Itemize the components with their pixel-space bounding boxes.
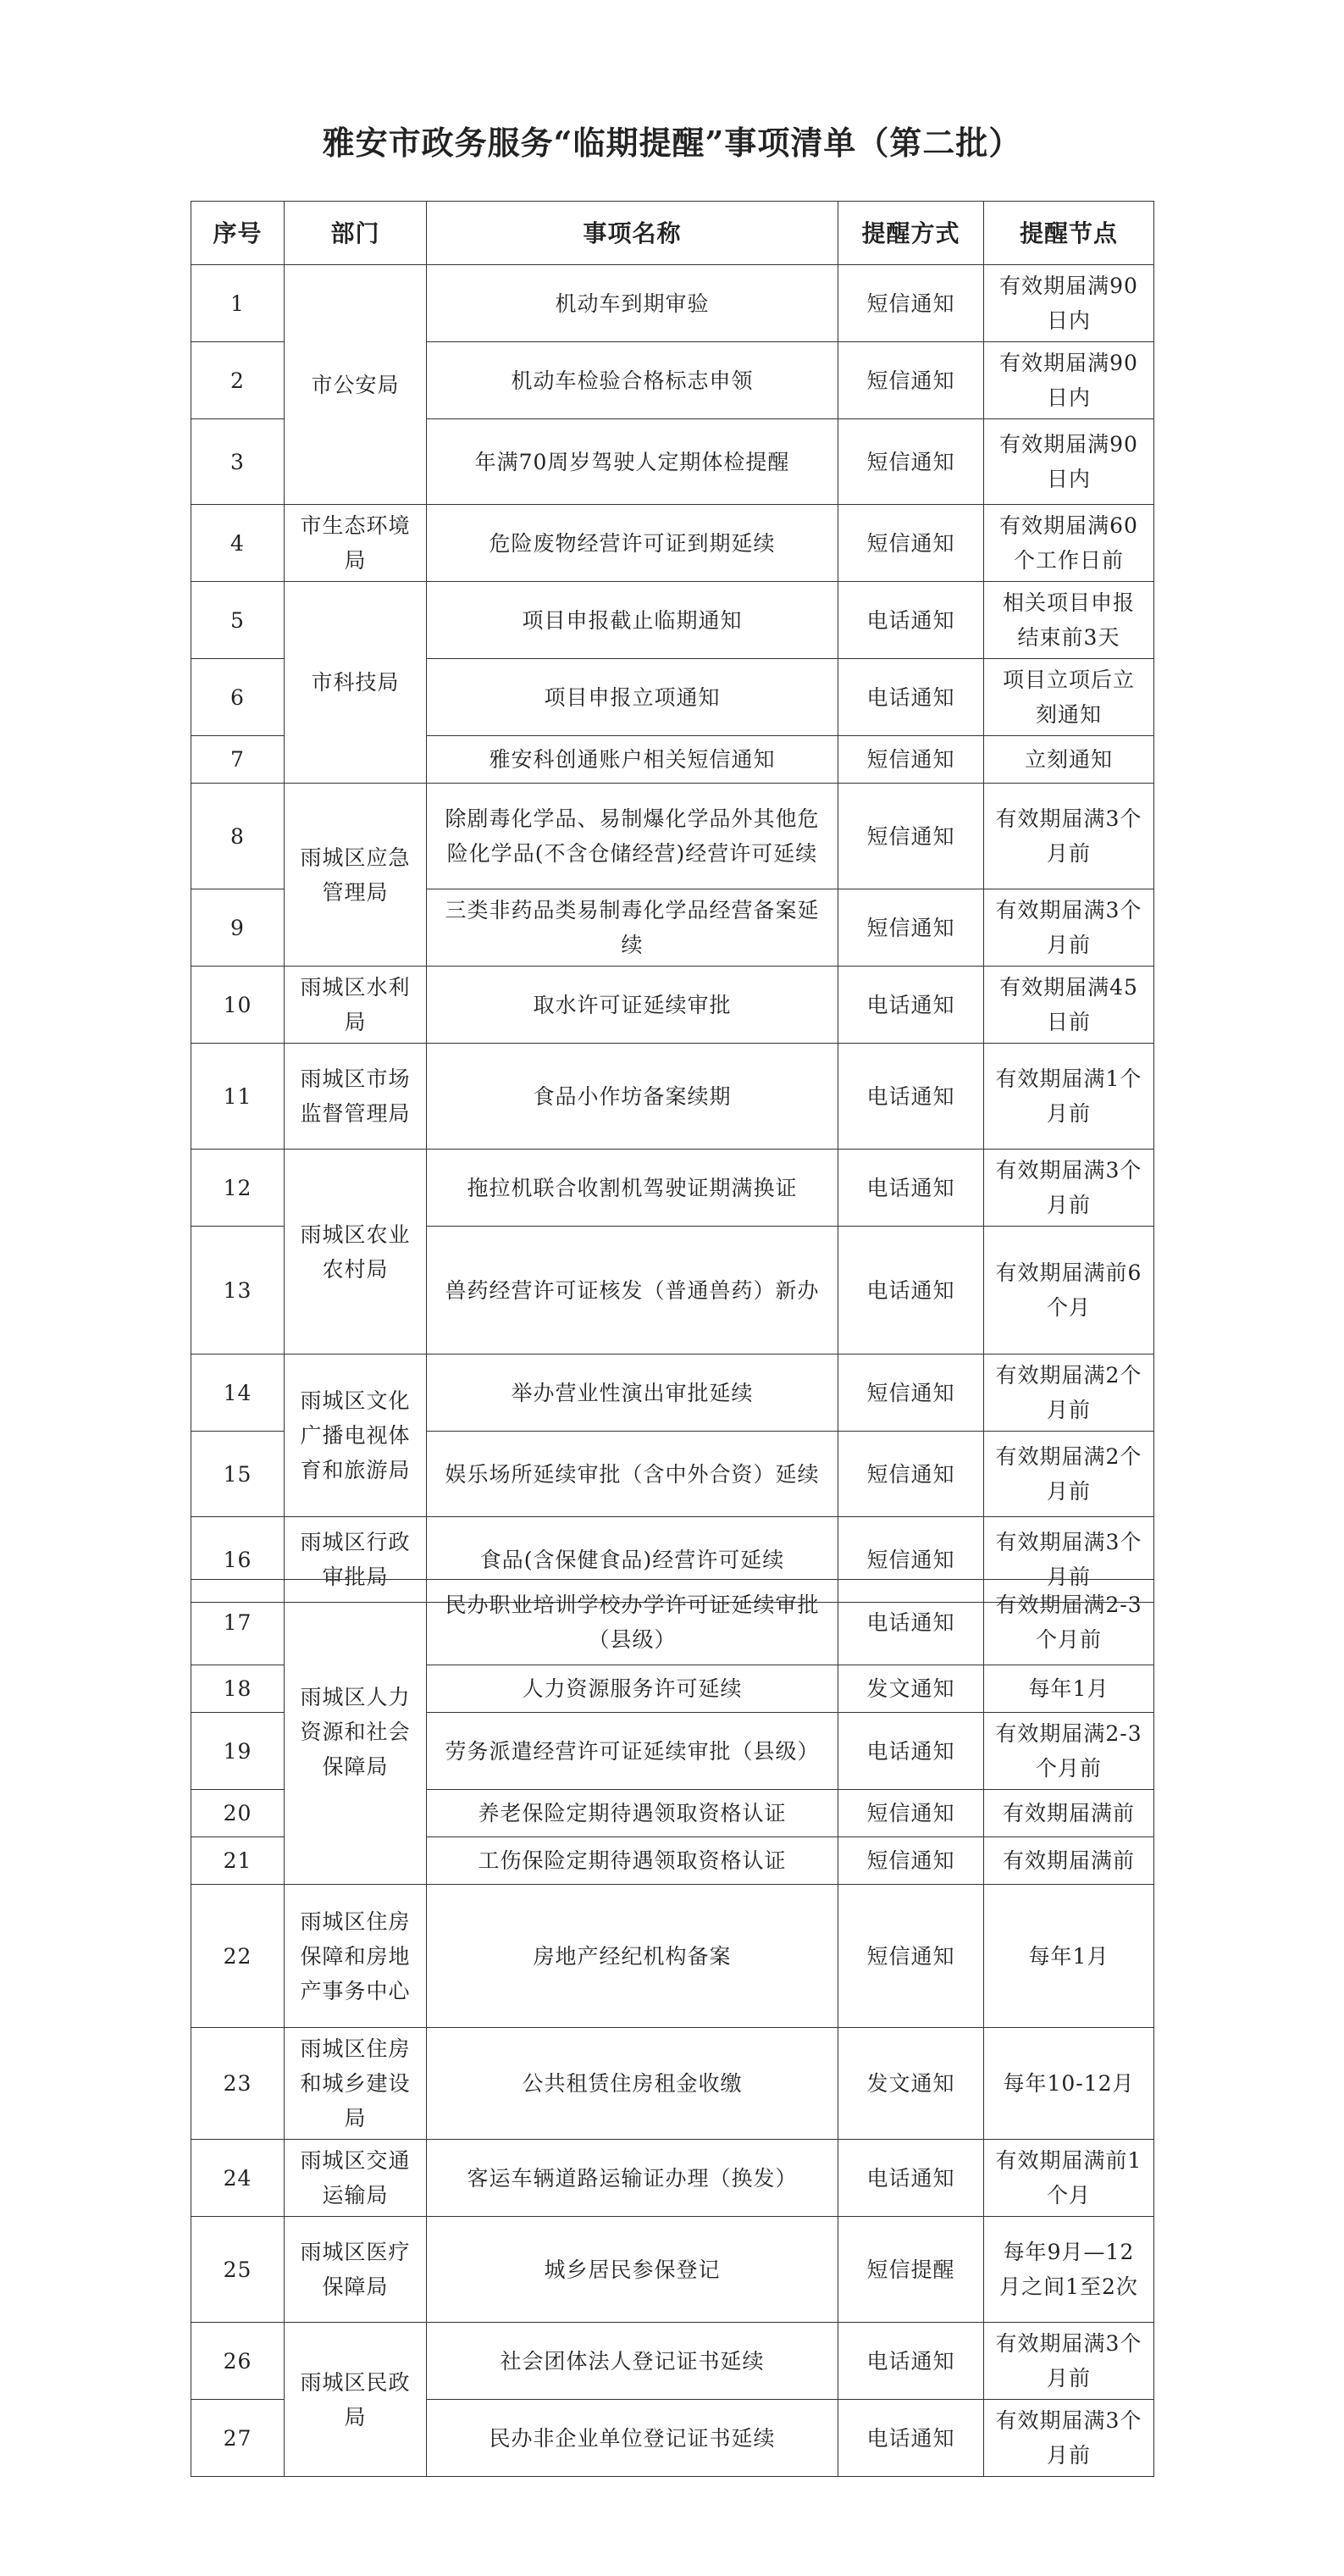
row-item: 机动车检验合格标志申领 <box>427 342 838 419</box>
row-no: 16 <box>191 1517 285 1603</box>
row-item: 取水许可证延续审批 <box>427 967 838 1044</box>
row-node: 有效期届满90日内 <box>984 342 1154 419</box>
table-header-row <box>191 202 1154 265</box>
row-node: 相关项目申报结束前3天 <box>984 582 1154 659</box>
row-method: 短信通知 <box>838 342 984 419</box>
row-method: 电话通知 <box>838 967 984 1044</box>
row-node: 有效期届满3个月前 <box>984 2400 1154 2477</box>
row-method: 发文通知 <box>838 2028 984 2140</box>
row-node: 有效期届满90日内 <box>984 265 1154 342</box>
row-no: 5 <box>191 582 285 659</box>
row-item: 食品(含保健食品)经营许可延续 <box>427 1517 838 1603</box>
dept-cell: 雨城区医疗保障局 <box>285 2217 427 2323</box>
row-node: 有效期届满2个月前 <box>984 1354 1154 1432</box>
row-item: 养老保险定期待遇领取资格认证 <box>427 1790 838 1837</box>
dept-cell: 雨城区人力资源和社会保障局 <box>285 1580 427 1885</box>
table-row <box>191 1150 1154 1227</box>
dept-cell: 雨城区农业农村局 <box>285 1150 427 1354</box>
header-item: 事项名称 <box>427 202 838 265</box>
row-node: 有效期届满2-3个月前 <box>984 1580 1154 1665</box>
row-no: 6 <box>191 659 285 736</box>
row-item: 房地产经纪机构备案 <box>427 1885 838 2028</box>
row-method: 电话通知 <box>838 1150 984 1227</box>
dept-cell: 市生态环境局 <box>285 505 427 582</box>
row-no: 14 <box>191 1354 285 1432</box>
row-item: 城乡居民参保登记 <box>427 2217 838 2323</box>
row-method: 电话通知 <box>838 1044 984 1150</box>
row-node: 有效期届满前 <box>984 1790 1154 1837</box>
table-row <box>191 1885 1154 2028</box>
row-item: 雅安科创通账户相关短信通知 <box>427 736 838 784</box>
row-node: 有效期届满60个工作日前 <box>984 505 1154 582</box>
row-node: 有效期届满3个月前 <box>984 1517 1154 1603</box>
row-method: 电话通知 <box>838 2400 984 2477</box>
row-method: 短信通知 <box>838 784 984 889</box>
row-item: 客运车辆道路运输证办理（换发） <box>427 2140 838 2217</box>
row-no: 13 <box>191 1227 285 1354</box>
table-row <box>191 265 1154 342</box>
row-method: 短信通知 <box>838 889 984 967</box>
table-row <box>191 2028 1154 2140</box>
row-node: 有效期届满1个月前 <box>984 1044 1154 1150</box>
row-method: 短信通知 <box>838 505 984 582</box>
row-no: 25 <box>191 2217 285 2323</box>
row-no: 9 <box>191 889 285 967</box>
row-method: 电话通知 <box>838 2323 984 2400</box>
row-item: 除剧毒化学品、易制爆化学品外其他危险化学品(不含仓储经营)经营许可延续 <box>427 784 838 889</box>
row-item: 项目申报截止临期通知 <box>427 582 838 659</box>
row-no: 2 <box>191 342 285 419</box>
row-item: 拖拉机联合收割机驾驶证期满换证 <box>427 1150 838 1227</box>
row-item: 公共租赁住房租金收缴 <box>427 2028 838 2140</box>
row-method: 发文通知 <box>838 1665 984 1713</box>
dept-cell: 市公安局 <box>285 265 427 505</box>
row-method: 短信通知 <box>838 1432 984 1517</box>
row-node: 有效期届满前1个月 <box>984 2140 1154 2217</box>
row-method: 电话通知 <box>838 582 984 659</box>
row-item: 年满70周岁驾驶人定期体检提醒 <box>427 419 838 505</box>
row-no: 12 <box>191 1150 285 1227</box>
row-no: 24 <box>191 2140 285 2217</box>
row-no: 19 <box>191 1713 285 1790</box>
row-no: 3 <box>191 419 285 505</box>
row-no: 15 <box>191 1432 285 1517</box>
row-item: 娱乐场所延续审批（含中外合资）延续 <box>427 1432 838 1517</box>
row-item: 人力资源服务许可延续 <box>427 1665 838 1713</box>
row-item: 社会团体法人登记证书延续 <box>427 2323 838 2400</box>
row-item: 举办营业性演出审批延续 <box>427 1354 838 1432</box>
row-item: 危险废物经营许可证到期延续 <box>427 505 838 582</box>
row-item: 民办非企业单位登记证书延续 <box>427 2400 838 2477</box>
row-method: 短信通知 <box>838 1354 984 1432</box>
dept-cell: 雨城区文化广播电视体育和旅游局 <box>285 1354 427 1517</box>
row-item: 项目申报立项通知 <box>427 659 838 736</box>
row-no: 18 <box>191 1665 285 1713</box>
row-node: 每年1月 <box>984 1665 1154 1713</box>
header-node: 提醒节点 <box>984 202 1154 265</box>
row-method: 短信通知 <box>838 1517 984 1603</box>
row-method: 短信通知 <box>838 736 984 784</box>
table-row <box>191 1580 1154 1665</box>
table-row <box>191 967 1154 1044</box>
table-row <box>191 505 1154 582</box>
row-no: 27 <box>191 2400 285 2477</box>
row-method: 短信通知 <box>838 265 984 342</box>
header-method: 提醒方式 <box>838 202 984 265</box>
row-no: 7 <box>191 736 285 784</box>
row-node: 每年1月 <box>984 1885 1154 2028</box>
row-no: 20 <box>191 1790 285 1837</box>
row-node: 有效期届满3个月前 <box>984 889 1154 967</box>
row-item: 食品小作坊备案续期 <box>427 1044 838 1150</box>
row-node: 立刻通知 <box>984 736 1154 784</box>
row-node: 有效期届满3个月前 <box>984 2323 1154 2400</box>
dept-cell: 雨城区交通运输局 <box>285 2140 427 2217</box>
table-row <box>191 582 1154 659</box>
row-no: 10 <box>191 967 285 1044</box>
row-no: 11 <box>191 1044 285 1150</box>
row-item: 工伤保险定期待遇领取资格认证 <box>427 1837 838 1885</box>
reminder-table-part-2 <box>191 1579 1154 2477</box>
dept-cell: 雨城区住房和城乡建设局 <box>285 2028 427 2140</box>
table-row <box>191 784 1154 889</box>
row-item: 三类非药品类易制毒化学品经营备案延续 <box>427 889 838 967</box>
row-node: 有效期届满45日前 <box>984 967 1154 1044</box>
dept-cell: 雨城区住房保障和房地产事务中心 <box>285 1885 427 2028</box>
row-no: 22 <box>191 1885 285 2028</box>
row-node: 有效期届满2个月前 <box>984 1432 1154 1517</box>
row-node: 有效期届满3个月前 <box>984 784 1154 889</box>
table-row <box>191 2323 1154 2400</box>
row-item: 兽药经营许可证核发（普通兽药）新办 <box>427 1227 838 1354</box>
row-node: 有效期届满90日内 <box>984 419 1154 505</box>
row-no: 4 <box>191 505 285 582</box>
dept-cell: 雨城区水利局 <box>285 967 427 1044</box>
row-method: 电话通知 <box>838 1713 984 1790</box>
row-node: 有效期届满2-3个月前 <box>984 1713 1154 1790</box>
row-method: 短信通知 <box>838 1790 984 1837</box>
row-node: 有效期届满前 <box>984 1837 1154 1885</box>
dept-cell: 雨城区市场监督管理局 <box>285 1044 427 1150</box>
dept-cell: 雨城区应急管理局 <box>285 784 427 967</box>
row-method: 短信提醒 <box>838 2217 984 2323</box>
row-node: 有效期届满前6个月 <box>984 1227 1154 1354</box>
row-no: 8 <box>191 784 285 889</box>
row-method: 电话通知 <box>838 1227 984 1354</box>
page-title: 雅安市政务服务“临期提醒”事项清单（第二批） <box>322 124 1022 162</box>
row-no: 1 <box>191 265 285 342</box>
row-node: 项目立项后立刻通知 <box>984 659 1154 736</box>
row-method: 短信通知 <box>838 1885 984 2028</box>
row-method: 电话通知 <box>838 1580 984 1665</box>
row-method: 短信通知 <box>838 419 984 505</box>
row-no: 21 <box>191 1837 285 1885</box>
row-method: 短信通知 <box>838 1837 984 1885</box>
table-row <box>191 1044 1154 1150</box>
dept-cell: 雨城区行政审批局 <box>285 1517 427 1603</box>
row-node: 每年10-12月 <box>984 2028 1154 2140</box>
table-row <box>191 2217 1154 2323</box>
row-node: 有效期届满3个月前 <box>984 1150 1154 1227</box>
table-row <box>191 2140 1154 2217</box>
row-no: 23 <box>191 2028 285 2140</box>
reminder-table-part-1 <box>191 201 1154 1603</box>
dept-cell: 市科技局 <box>285 582 427 784</box>
row-method: 电话通知 <box>838 2140 984 2217</box>
dept-cell: 雨城区民政局 <box>285 2323 427 2477</box>
table-row <box>191 1354 1154 1432</box>
row-no: 26 <box>191 2323 285 2400</box>
row-no: 17 <box>191 1580 285 1665</box>
header-dept: 部门 <box>285 202 427 265</box>
row-node: 每年9月—12月之间1至2次 <box>984 2217 1154 2323</box>
header-no: 序号 <box>191 202 285 265</box>
row-method: 电话通知 <box>838 659 984 736</box>
row-item: 机动车到期审验 <box>427 265 838 342</box>
row-item: 劳务派遣经营许可证延续审批（县级） <box>427 1713 838 1790</box>
row-item: 民办职业培训学校办学许可证延续审批（县级） <box>427 1580 838 1665</box>
